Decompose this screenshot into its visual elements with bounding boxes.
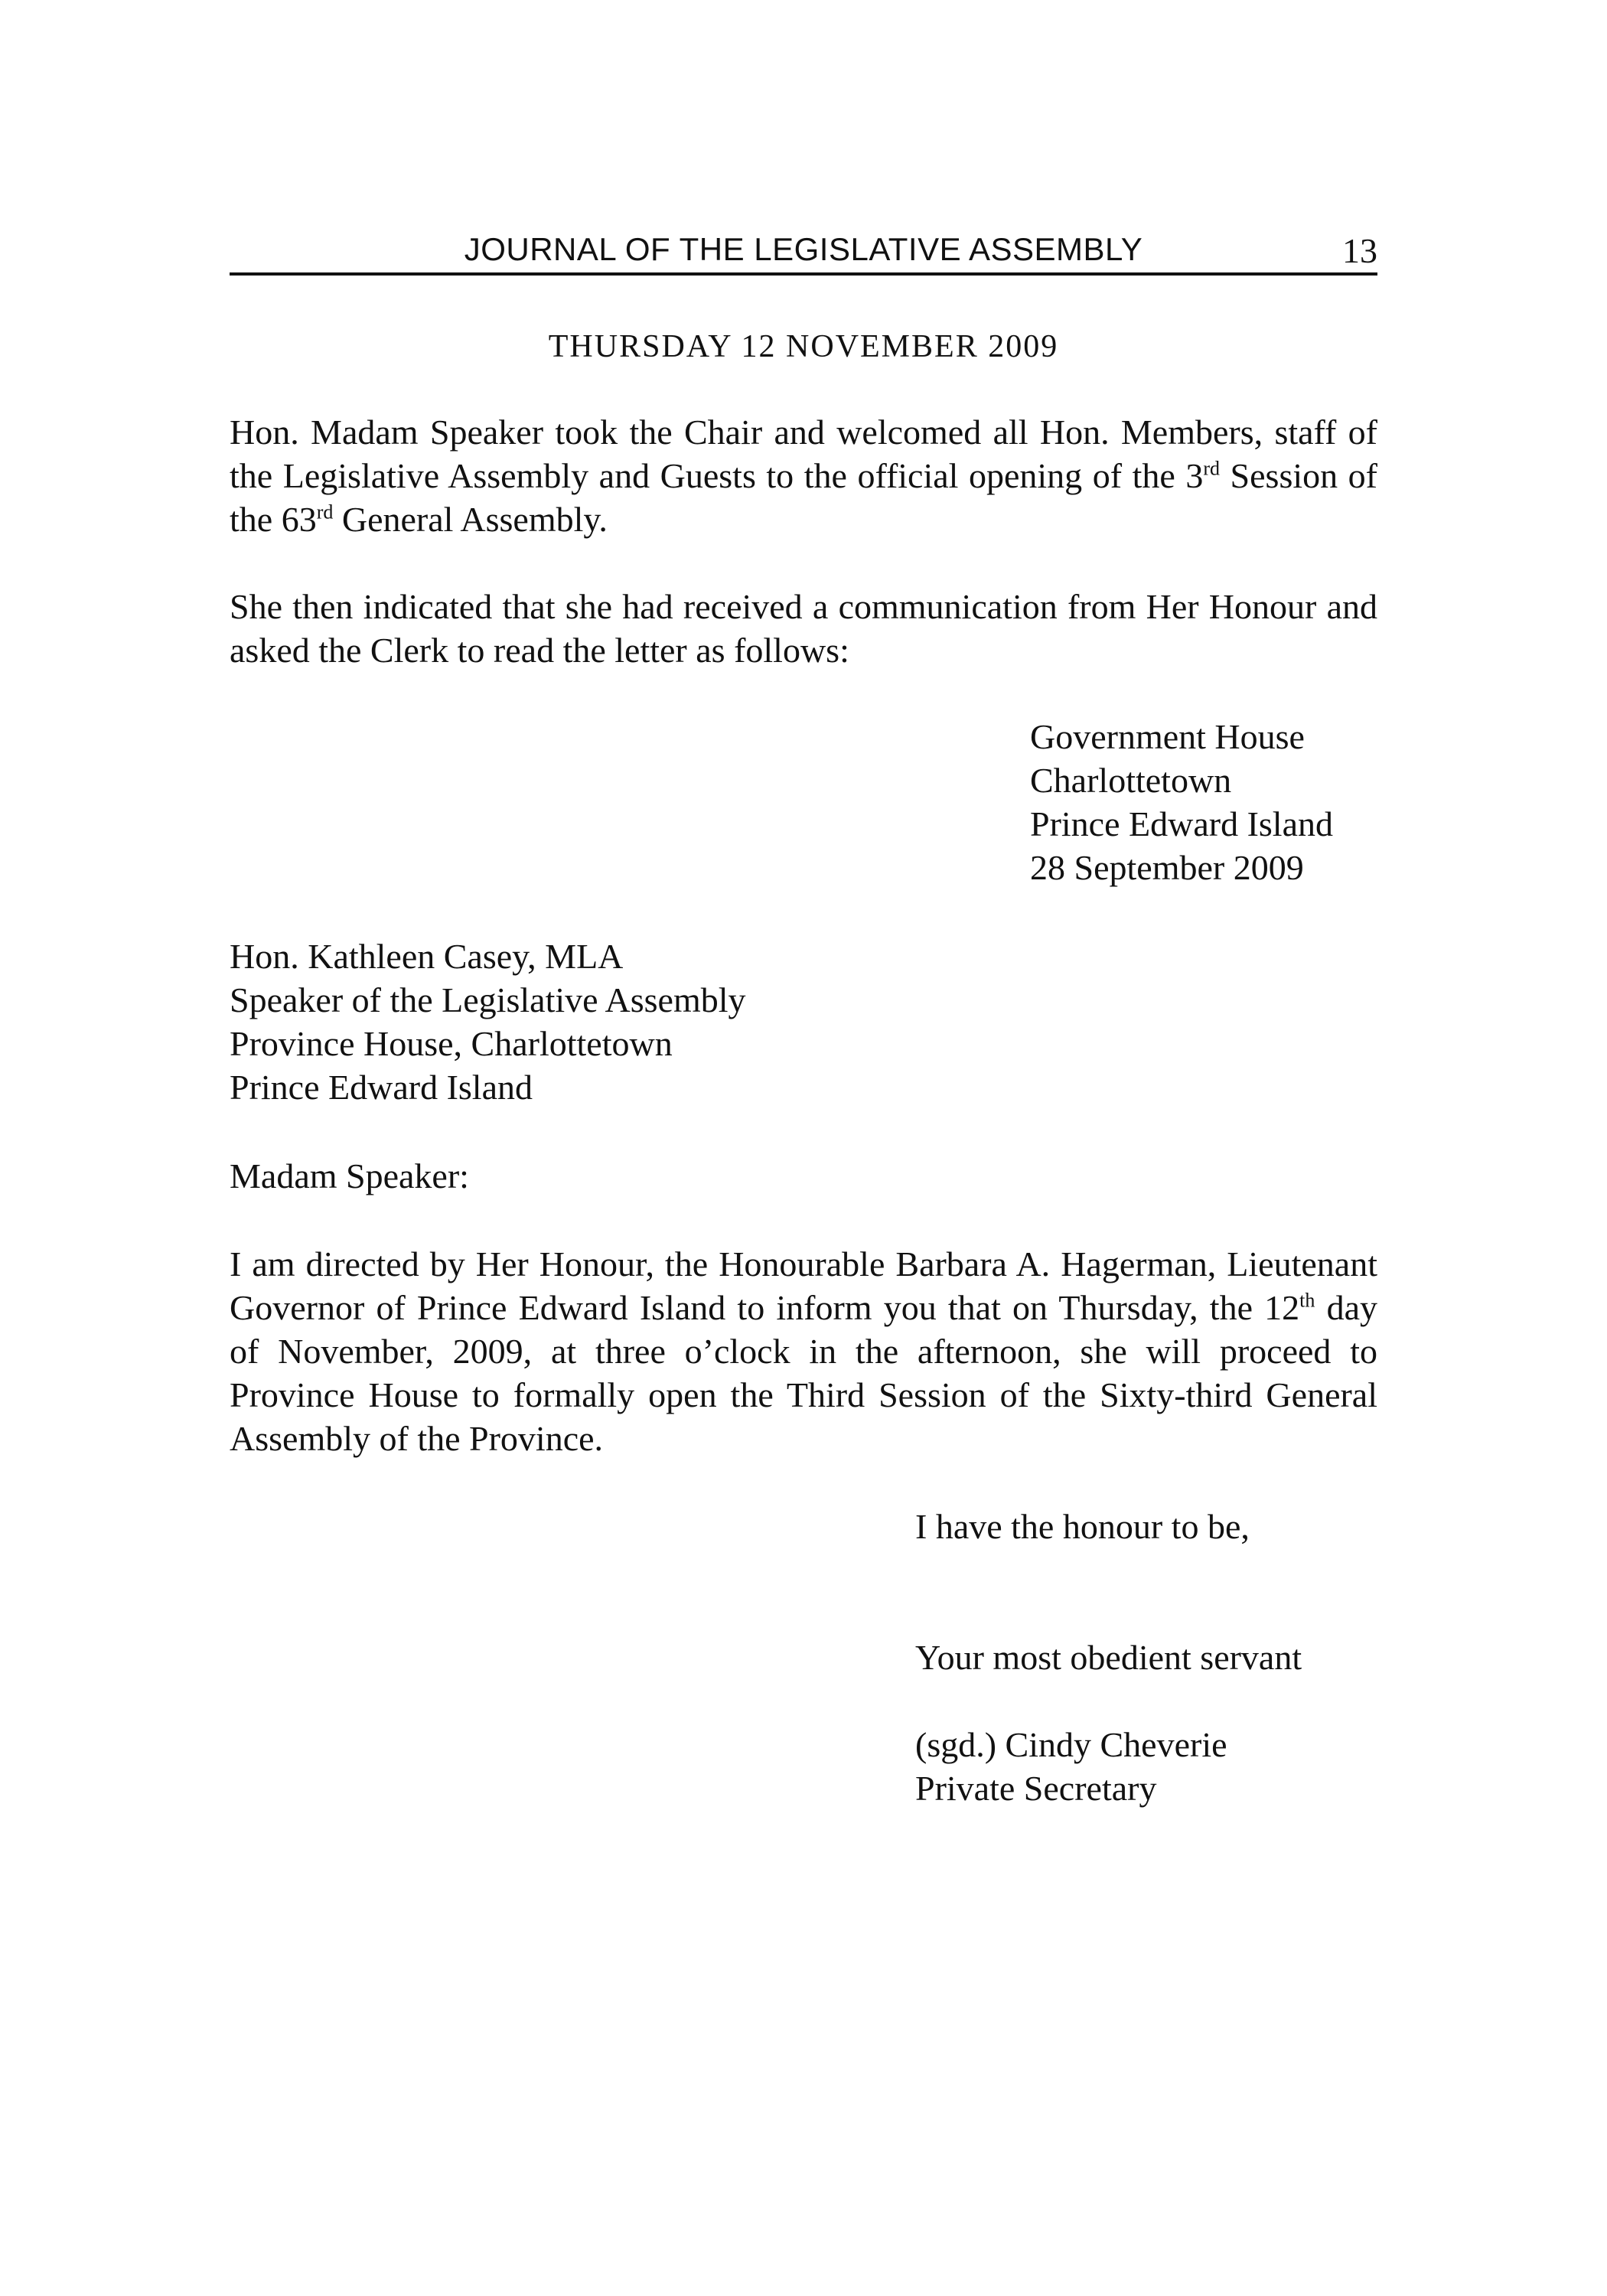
signature-block: [915, 1723, 1227, 1810]
recipient-address: [230, 934, 746, 1109]
salutation: Madam Speaker:: [230, 1156, 469, 1195]
running-header: [230, 227, 1377, 272]
date-heading: THURSDAY 12 NOVEMBER 2009: [548, 329, 1059, 364]
communication-paragraph: She then indicated that she had received a communication from Her Honour and asked the Clerk to read the letter as follows:: [230, 587, 1377, 670]
opening-text-1: Hon. Madam Speaker took the Chair and welcomed all Hon. Members, staff of the Legislative Assembly and Guests to the official opening of the 3: [230, 413, 1377, 495]
ordinal-suffix: rd: [1203, 457, 1220, 480]
letter-body: [230, 1242, 1377, 1460]
opening-text-2: Session of the 63: [230, 456, 1377, 539]
letter-body-text-2: day of November, 2009, at three o’clock in the afternoon, she will proceed to Province House to formally open the Third Session of the Sixty-third General Assembly of the Province.: [230, 1288, 1377, 1458]
journal-title: JOURNAL OF THE LEGISLATIVE ASSEMBLY: [464, 231, 1143, 267]
page-number: 13: [1342, 231, 1377, 270]
sender-address-line: Prince Edward Island: [1030, 804, 1333, 843]
signature-title: Private Secretary: [915, 1769, 1157, 1808]
header-rule: [230, 272, 1377, 276]
sender-address-line: Charlottetown: [1030, 761, 1232, 800]
letter-body-text-1: I am directed by Her Honour, the Honourable Barbara A. Hagerman, Lieutenant Governor of Prince Edward Island to inform you that on Thursday, the 12: [230, 1244, 1377, 1327]
sender-address: [1030, 715, 1333, 889]
ordinal-suffix: th: [1299, 1289, 1315, 1312]
recipient-address-line: Prince Edward Island: [230, 1068, 533, 1107]
recipient-address-line: Speaker of the Legislative Assembly: [230, 980, 746, 1019]
closing-line: I have the honour to be,: [915, 1507, 1250, 1546]
opening-text-3: General Assembly.: [333, 500, 608, 539]
opening-paragraph: [230, 410, 1377, 541]
signature-name: (sgd.) Cindy Cheverie: [915, 1725, 1227, 1764]
recipient-address-line: Province House, Charlottetown: [230, 1024, 673, 1063]
letter-date: 28 September 2009: [1030, 848, 1304, 887]
ordinal-suffix: rd: [316, 501, 334, 523]
recipient-name: Hon. Kathleen Casey, MLA: [230, 937, 624, 976]
sign-off: Your most obedient servant: [915, 1638, 1302, 1677]
sender-address-line: Government House: [1030, 717, 1305, 756]
